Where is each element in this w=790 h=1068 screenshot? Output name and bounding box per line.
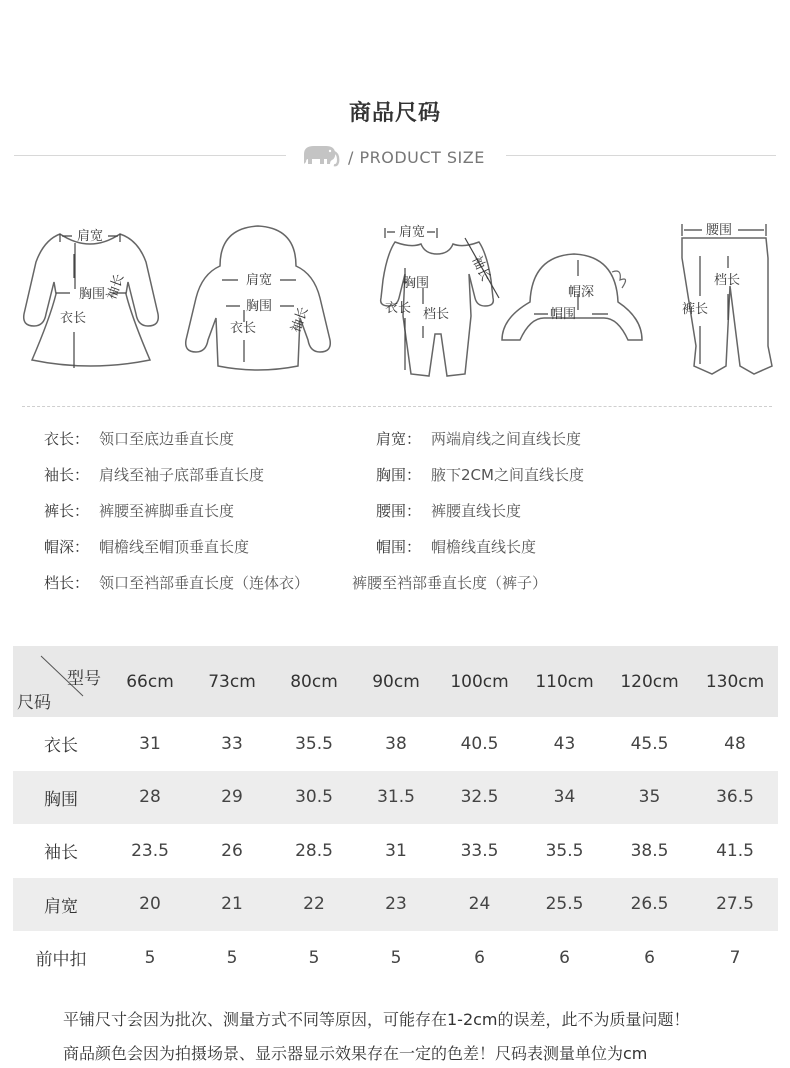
table-cell: 43: [553, 733, 576, 754]
table-cell: 34: [522, 771, 607, 825]
row-label: 肩宽: [13, 878, 109, 932]
corner-label-size: 尺码: [17, 693, 51, 713]
romper-length-label: 衣长: [385, 301, 412, 316]
dress-sleeve-label: 袖长: [104, 272, 128, 302]
hat-diagram: [498, 248, 648, 358]
table-cell: 20: [109, 878, 191, 932]
table-cell: 7: [729, 947, 741, 968]
definition-text: 两端肩线之间直线长度: [431, 430, 582, 448]
table-row: [13, 771, 778, 825]
table-cell: 28.5: [295, 840, 333, 861]
definition-label: 肩宽：: [376, 430, 422, 448]
table-cell: 6: [559, 947, 570, 968]
table-cell: 5: [390, 947, 402, 968]
table-row: [13, 824, 778, 878]
definition-text: 帽檐线至帽顶垂直长度: [99, 538, 250, 556]
definition-text: 肩线至袖子底部垂直长度: [99, 466, 265, 484]
table-cell: 5: [226, 947, 238, 968]
romper-sleeve-label: 袖长: [468, 253, 493, 284]
row-label: 衣长: [44, 736, 78, 757]
table-row: [13, 931, 778, 985]
table-cell: 31: [139, 733, 161, 754]
definition-text: 领口至裆部垂直长度（连体衣）: [99, 574, 310, 592]
table-cell: 31.5: [355, 771, 437, 825]
table-cell: 28: [109, 771, 191, 825]
table-cell: 41.5: [716, 840, 754, 861]
pants-waist-label: 腰围: [706, 223, 733, 238]
column-header: 73cm: [191, 646, 273, 717]
dress-shoulder-label: 肩宽: [77, 229, 104, 244]
definition-label: 帽围：: [376, 538, 422, 556]
pants-diagram: [668, 216, 783, 381]
definition-text: 裤腰至裤脚垂直长度: [99, 502, 235, 520]
jacket-diagram: [180, 222, 340, 377]
table-row: [13, 878, 778, 932]
jacket-chest-label: 胸围: [246, 299, 273, 314]
definition-label: 档长：: [44, 574, 90, 592]
column-header: 90cm: [355, 646, 437, 717]
romper-shoulder-label: 肩宽: [399, 225, 426, 240]
table-cell: 23: [355, 878, 437, 932]
corner-label-model: 型号: [67, 669, 101, 689]
column-header: 80cm: [273, 646, 355, 717]
hat-depth-label: 帽深: [568, 285, 595, 300]
table-cell: 25.5: [522, 878, 607, 932]
definition-label: 衣长：: [44, 430, 90, 448]
divider-left: [14, 155, 286, 156]
size-table: [13, 646, 778, 985]
elephant-icon: [296, 142, 340, 172]
table-cell: 33.5: [460, 840, 499, 861]
table-cell: 35: [607, 771, 692, 825]
jacket-length-label: 衣长: [230, 321, 257, 336]
row-label: 袖长: [44, 843, 78, 864]
subtitle-block: [296, 142, 485, 172]
jacket-outline: [186, 226, 331, 370]
hat-circumference-label: 帽围: [550, 307, 577, 322]
table-header-row: [13, 646, 778, 717]
table-cell: 26: [221, 840, 243, 861]
table-cell: 29: [191, 771, 273, 825]
table-cell: 30.5: [273, 771, 355, 825]
definition-label: 裤长：: [44, 502, 90, 520]
table-cell: 24: [437, 878, 522, 932]
table-cell: 33: [221, 733, 243, 754]
disclaimer-note: 平铺尺寸会因为批次、测量方式不同等原因，可能存在1-2cm的误差，此不为质量问题！: [63, 1010, 690, 1029]
disclaimer-note: 商品颜色会因为拍摄场景、显示器显示效果存在一定的色差！尺码表测量单位为cm: [63, 1044, 648, 1063]
table-cell: 36.5: [692, 771, 778, 825]
table-cell: 21: [191, 878, 273, 932]
dress-diagram: [20, 222, 160, 372]
table-cell: 40.5: [460, 733, 499, 754]
jacket-shoulder-label: 肩宽: [246, 273, 273, 288]
page-title: 商品尺码: [348, 101, 441, 126]
jacket-sleeve-label: 袖长: [288, 305, 312, 335]
definition-label: 胸围：: [376, 466, 422, 484]
dress-length-label: 衣长: [60, 311, 87, 326]
definition-text: 裤腰直线长度: [431, 502, 522, 520]
table-cell: 26.5: [607, 878, 692, 932]
table-corner-cell: [13, 646, 109, 717]
row-label: 胸围: [13, 771, 109, 825]
table-cell: 48: [724, 733, 746, 754]
column-header: 110cm: [522, 646, 607, 717]
table-cell: 5: [308, 947, 320, 968]
table-cell: 23.5: [131, 840, 169, 861]
column-header: 66cm: [109, 646, 191, 717]
table-cell: 38.5: [630, 840, 669, 861]
page-subtitle: / PRODUCT SIZE: [348, 147, 485, 167]
table-cell: 27.5: [692, 878, 778, 932]
definition-label: 帽深：: [44, 538, 90, 556]
column-header: 120cm: [607, 646, 692, 717]
table-cell: 35.5: [295, 733, 333, 754]
table-row: [13, 717, 778, 771]
column-header: 100cm: [437, 646, 522, 717]
table-cell: 31: [385, 840, 407, 861]
table-cell: 38: [385, 733, 407, 754]
definition-text: 领口至底边垂直长度: [99, 430, 235, 448]
section-divider: [22, 406, 772, 407]
table-cell: 6: [644, 947, 655, 968]
divider-right: [506, 155, 776, 156]
pants-crotch-label: 档长: [714, 273, 741, 288]
table-cell: 45.5: [630, 733, 669, 754]
dress-chest-label: 胸围: [79, 287, 106, 302]
romper-chest-label: 胸围: [403, 276, 430, 291]
definition-label: 腰围：: [376, 502, 422, 520]
romper-diagram: [355, 214, 510, 384]
table-cell: 5: [144, 947, 156, 968]
row-label: 前中扣: [35, 950, 87, 971]
table-cell: 6: [474, 947, 485, 968]
pants-length-label: 裤长: [682, 302, 709, 317]
table-cell: 35.5: [545, 840, 584, 861]
romper-crotch-label: 档长: [423, 307, 450, 322]
definition-text: 帽檐线直线长度: [431, 538, 537, 556]
definition-text: 腋下2CM之间直线长度: [431, 466, 584, 484]
column-header: 130cm: [692, 646, 778, 717]
table-cell: 32.5: [437, 771, 522, 825]
definition-label: 袖长：: [44, 466, 90, 484]
definition-text: 裤腰至裆部垂直长度（裤子）: [352, 574, 548, 592]
table-cell: 22: [273, 878, 355, 932]
